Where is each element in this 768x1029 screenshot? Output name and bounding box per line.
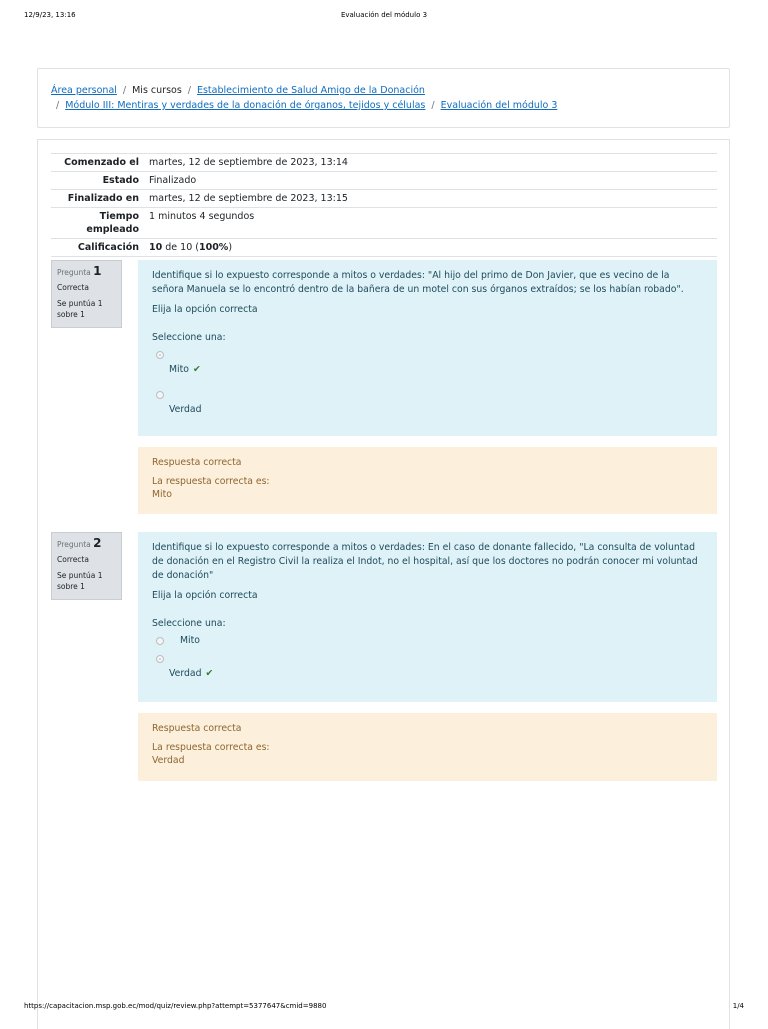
check-icon: ✔ [205,668,214,679]
summary-row-state [51,172,717,190]
select-label: Seleccione una: [152,618,226,629]
answer-option-mito[interactable]: Mito ✔ [152,345,703,385]
summary-value: Finalizado [149,172,717,190]
radio-button[interactable] [156,655,164,663]
correct-answer-label: La respuesta correcta es: [152,742,270,753]
breadcrumb-separator: / [187,85,191,96]
breadcrumb-separator: / [431,100,435,111]
breadcrumb-course[interactable]: Establecimiento de Salud Amigo de la Donación [196,85,425,96]
radio-button[interactable] [156,637,164,645]
radio-button[interactable] [156,351,164,359]
attempt-summary-table [51,153,717,257]
radio-button[interactable] [156,391,164,399]
print-page-number: 1/4 [732,1002,744,1010]
correct-answer-value: Verdad [152,755,185,766]
question-prompt: Elija la opción correcta [152,304,258,315]
question-grade: Se puntúa 1 sobre 1 [57,571,103,591]
question-prompt: Elija la opción correcta [152,590,258,601]
summary-label: Comenzado el [51,154,149,172]
breadcrumb-mis-cursos: Mis cursos [132,85,182,96]
summary-label: Tiempo empleado [51,208,149,239]
print-datetime: 12/9/23, 13:16 [24,11,76,19]
summary-label: Estado [51,172,149,190]
breadcrumb-separator: / [122,85,127,96]
question-info: Pregunta 2 Correcta Se puntúa 1 sobre 1 [51,532,122,600]
feedback-result: Respuesta correcta [152,457,242,468]
summary-label: Calificación [51,239,149,257]
question-content [138,532,717,702]
summary-value: martes, 12 de septiembre de 2023, 13:14 [149,154,717,172]
breadcrumb-quiz[interactable]: Evaluación del módulo 3 [440,100,558,111]
question-state: Correcta [57,555,89,564]
print-url: https://capacitacion.msp.gob.ec/mod/quiz/review.php?attempt=5377647&cmid=9880 [24,1002,327,1010]
summary-row-finished [51,190,717,208]
breadcrumb-module[interactable]: Módulo III: Mentiras y verdades de la donación de órganos, tejidos y células [65,100,426,111]
correct-answer-value: Mito [152,489,172,500]
answer-option-verdad[interactable]: Verdad ✔ [152,651,703,681]
answer-option-verdad[interactable]: Verdad [152,385,703,415]
summary-row-grade [51,239,717,257]
summary-row-started [51,154,717,172]
question-text: Identifique si lo expuesto corresponde a mitos o verdades: En el caso de donante fallecido, "La consulta de voluntad de donación en el Registro Civil la realiza el Indot, no el hospital, así que los doctores no podrán conocer mi voluntad de donación" [152,542,698,581]
summary-value: 1 minutos 4 segundos [149,208,717,239]
question-state: Correcta [57,283,89,292]
question-feedback [138,447,717,514]
summary-value: 10 de 10 (100%) [149,239,717,257]
summary-label: Finalizado en [51,190,149,208]
question-grade: Se puntúa 1 sobre 1 [57,299,103,319]
question-info: Pregunta 1 Correcta Se puntúa 1 sobre 1 [51,260,122,328]
correct-answer-label: La respuesta correcta es: [152,476,270,487]
question-content [138,260,717,436]
question-feedback [138,713,717,781]
print-title: Evaluación del módulo 3 [340,11,428,19]
feedback-result: Respuesta correcta [152,723,242,734]
summary-value: martes, 12 de septiembre de 2023, 13:15 [149,190,717,208]
question-number: 1 [93,264,102,278]
select-label: Seleccione una: [152,332,226,343]
breadcrumb [37,68,730,128]
question-text: Identifique si lo expuesto corresponde a mitos o verdades: "Al hijo del primo de Don Javier, que es vecino de la señora Manuela se lo encontró dentro de la bañera de un motel con sus órganos extraídos; se los habían robado". [152,270,684,295]
breadcrumb-area-personal[interactable]: Área personal [51,85,117,96]
question-number: 2 [93,536,102,550]
breadcrumb-separator: / [56,100,60,111]
check-icon: ✔ [192,364,201,375]
print-header [24,11,744,23]
answer-option-mito[interactable]: Mito [152,631,703,651]
print-footer [24,1002,744,1014]
summary-row-time [51,208,717,239]
